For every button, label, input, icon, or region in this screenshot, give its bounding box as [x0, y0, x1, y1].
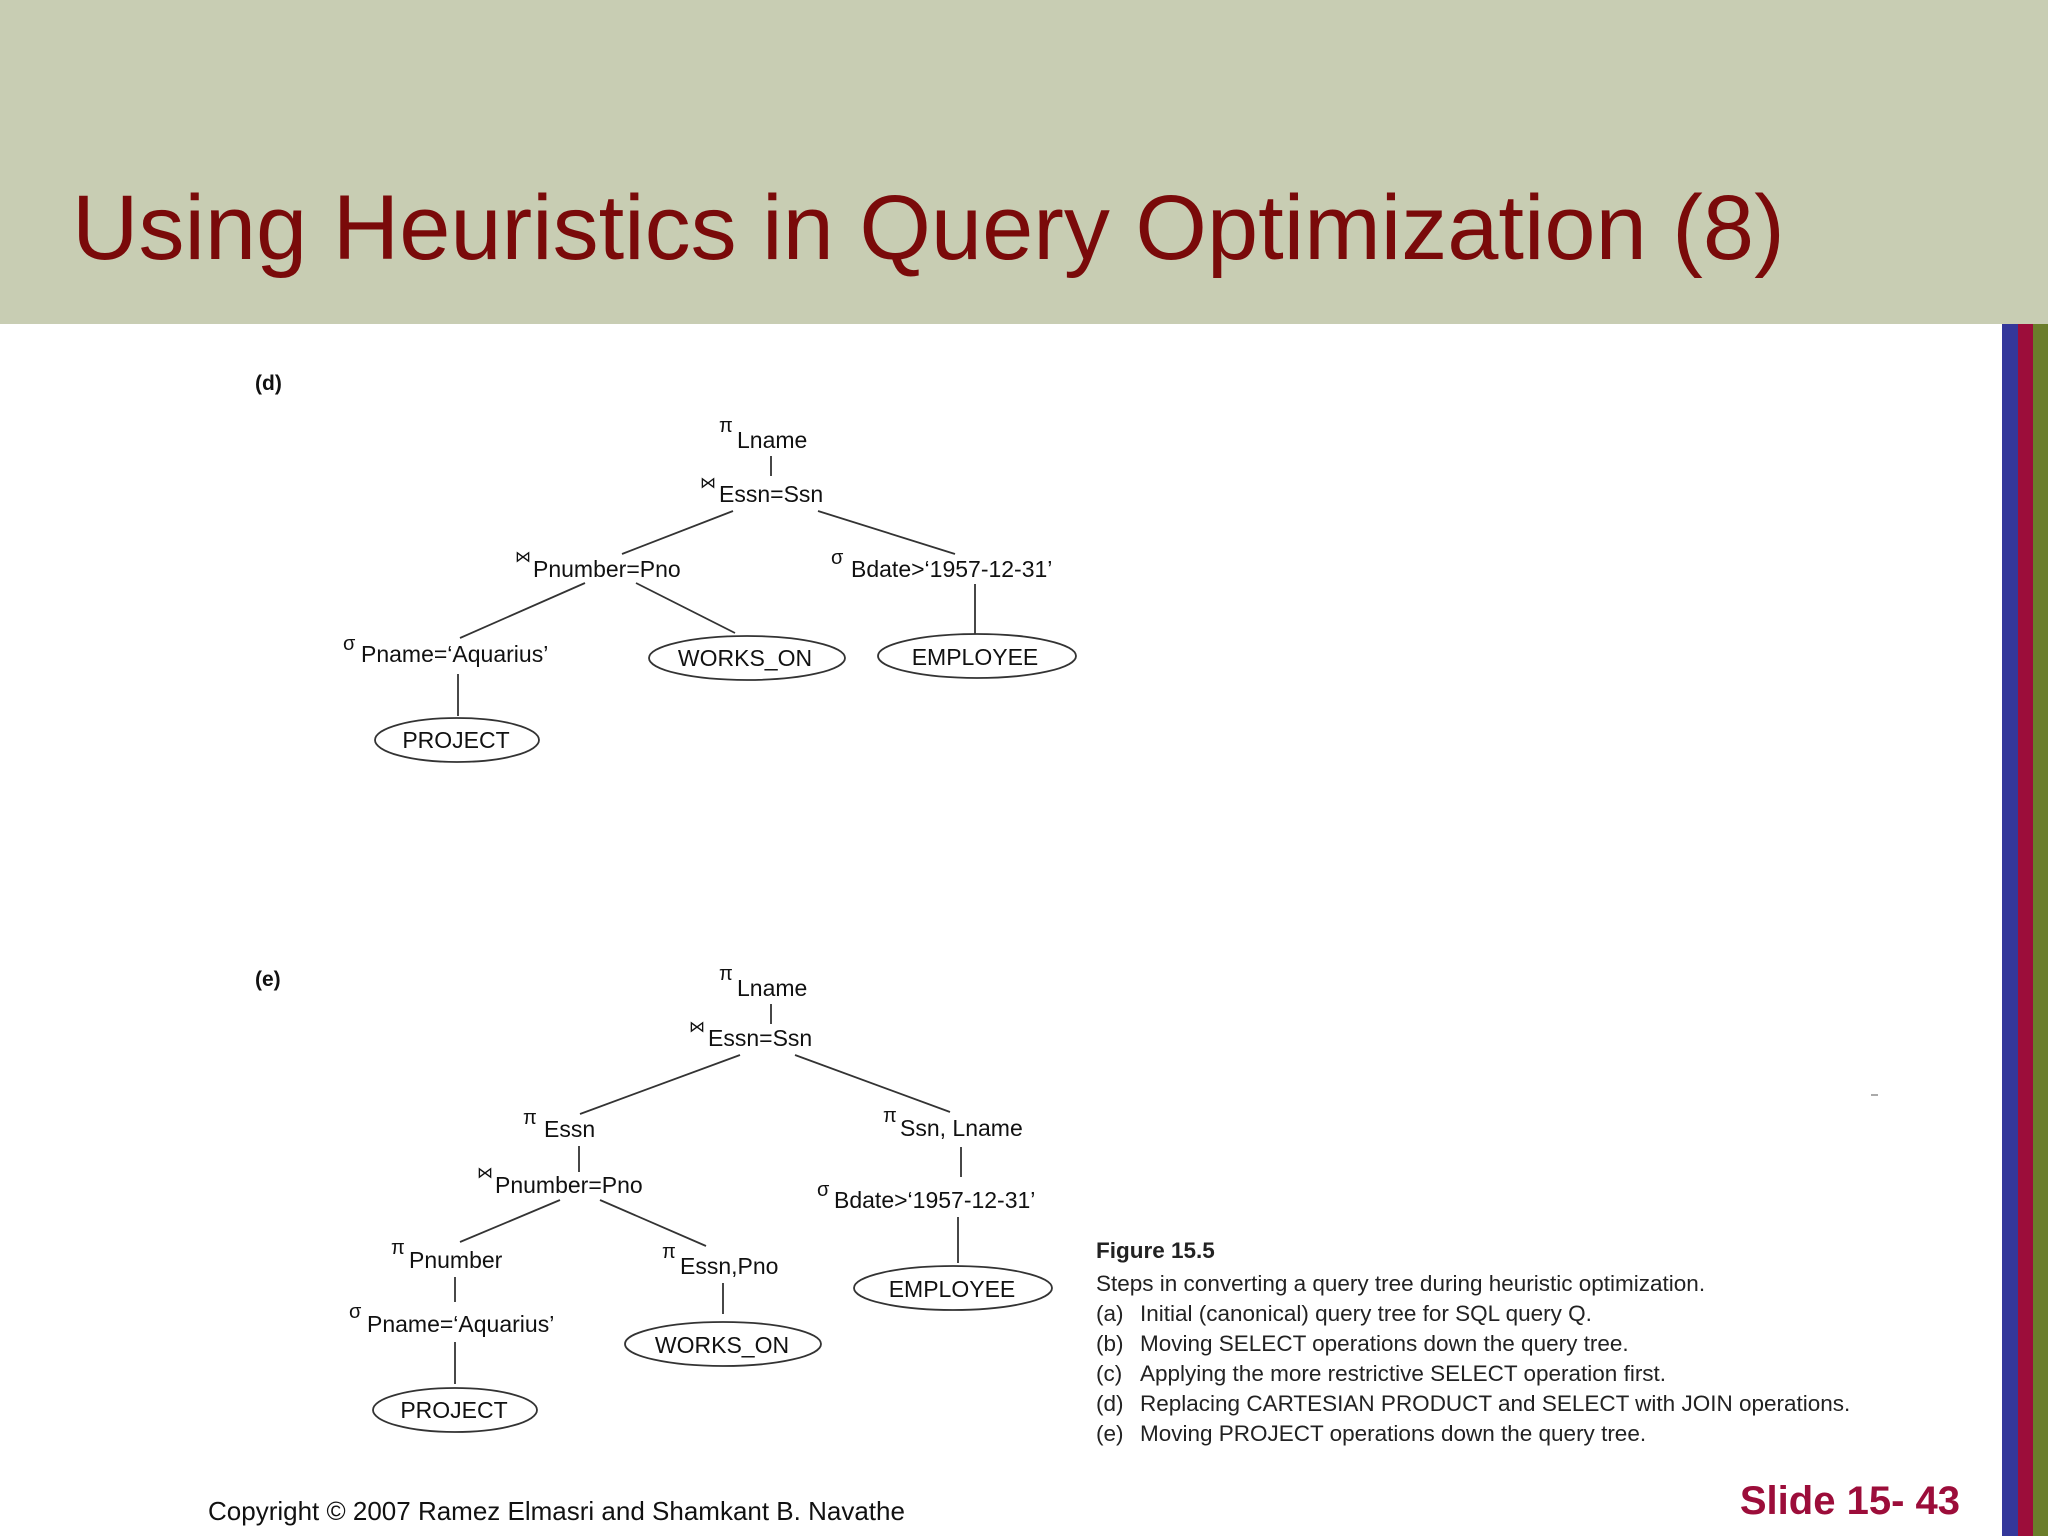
slide-number: Slide 15- 43: [1739, 1479, 1960, 1523]
figure-caption: [1096, 1238, 1996, 1449]
slide-title: Using Heuristics in Query Optimization (8): [72, 177, 1785, 279]
tree-d-works-on-relation: WORKS_ON: [677, 645, 813, 671]
figure-step: [1096, 1389, 1996, 1419]
tree-e-select-bdate-op: σ: [817, 1179, 830, 1201]
tree-d-join-essn-ssn-op: ⋈: [700, 475, 716, 492]
tree-e-select-pname-text: Pname=‘Aquarius’: [367, 1311, 555, 1337]
copyright-notice: Copyright © 2007 Ramez Elmasri and Shamkant B. Navathe: [208, 1496, 905, 1526]
tree-d-select-bdate-op: σ: [831, 547, 844, 569]
tree-d-project-lname-text: Lname: [737, 427, 808, 453]
tree-e-project-essn-op: π: [523, 1107, 537, 1129]
tree-d-join-pnumber-pno-text: Pnumber=Pno: [533, 556, 681, 582]
figure-step: [1096, 1419, 1996, 1449]
tree-e-project-lname-op: π: [719, 963, 733, 985]
tree-d-join-pnumber-pno-op: ⋈: [515, 549, 531, 566]
figure-step: [1096, 1329, 1996, 1359]
tree-d-select-pname-text: Pname=‘Aquarius’: [361, 641, 549, 667]
slide-header: [0, 0, 2048, 324]
tree-d-employee-relation: EMPLOYEE: [911, 644, 1039, 670]
tree-e-join-pnumber-pno-text: Pnumber=Pno: [495, 1172, 643, 1198]
tree-e-project-essn-pno-op: π: [662, 1241, 676, 1263]
decor-stripe-blue: [2002, 324, 2018, 1536]
tree-e-project-ssn-lname-op: π: [883, 1105, 897, 1127]
tree-e-project-relation: PROJECT: [400, 1397, 508, 1423]
decor-stripe-red: [2018, 324, 2033, 1536]
tree-e-project-pnumber-text: Pnumber: [409, 1247, 503, 1273]
figure-description: Steps in converting a query tree during heuristic optimization.: [1096, 1271, 1706, 1296]
tree-d-label: (d): [255, 372, 282, 395]
tree-e-works-on-relation: WORKS_ON: [654, 1332, 790, 1358]
tree-e-project-essn-text: Essn: [544, 1116, 596, 1142]
figure-step-text: Applying the more restrictive SELECT operation first.: [1140, 1361, 1667, 1386]
tree-e-project-pnumber-op: π: [391, 1237, 405, 1259]
decor-stripe-olive: [2033, 324, 2048, 1536]
figure-step-text: Moving PROJECT operations down the query tree.: [1140, 1421, 1647, 1446]
figure-step-letter: (a): [1096, 1301, 1124, 1326]
tree-e-project-ssn-lname-text: Ssn, Lname: [900, 1115, 1023, 1141]
tree-d-join-essn-ssn-text: Essn=Ssn: [719, 481, 824, 507]
tree-e-project-lname-text: Lname: [737, 975, 808, 1001]
figure-step-text: Moving SELECT operations down the query tree.: [1140, 1331, 1629, 1356]
tree-e-select-pname-op: σ: [349, 1301, 362, 1323]
figure-step-letter: (c): [1096, 1361, 1123, 1386]
figure-step: [1096, 1359, 1996, 1389]
figure-step-text: Initial (canonical) query tree for SQL query Q.: [1140, 1301, 1592, 1326]
figure-step: [1096, 1299, 1996, 1329]
tree-d-project-lname-op: π: [719, 415, 733, 437]
figure-step-letter: (e): [1096, 1421, 1124, 1446]
figure-title: Figure 15.5: [1096, 1238, 1215, 1263]
tree-e-label: (e): [255, 968, 281, 991]
query-trees-diagram: [0, 324, 1100, 1474]
tree-e-join-pnumber-pno-op: ⋈: [477, 1165, 493, 1182]
tree-e-select-bdate-text: Bdate>‘1957-12-31’: [834, 1187, 1036, 1213]
figure-step-text: Replacing CARTESIAN PRODUCT and SELECT with JOIN operations.: [1140, 1391, 1851, 1416]
stray-mark: [1871, 1094, 1878, 1096]
tree-d-select-bdate-text: Bdate>‘1957-12-31’: [851, 556, 1053, 582]
tree-d-select-pname-op: σ: [343, 633, 356, 655]
tree-d-project-relation: PROJECT: [402, 727, 510, 753]
tree-e-employee-relation: EMPLOYEE: [888, 1276, 1016, 1302]
figure-step-letter: (b): [1096, 1331, 1124, 1356]
figure-step-letter: (d): [1096, 1391, 1124, 1416]
tree-e-join-essn-ssn-text: Essn=Ssn: [708, 1025, 813, 1051]
tree-e-join-essn-ssn-op: ⋈: [689, 1019, 705, 1036]
tree-e-project-essn-pno-text: Essn,Pno: [680, 1253, 779, 1279]
